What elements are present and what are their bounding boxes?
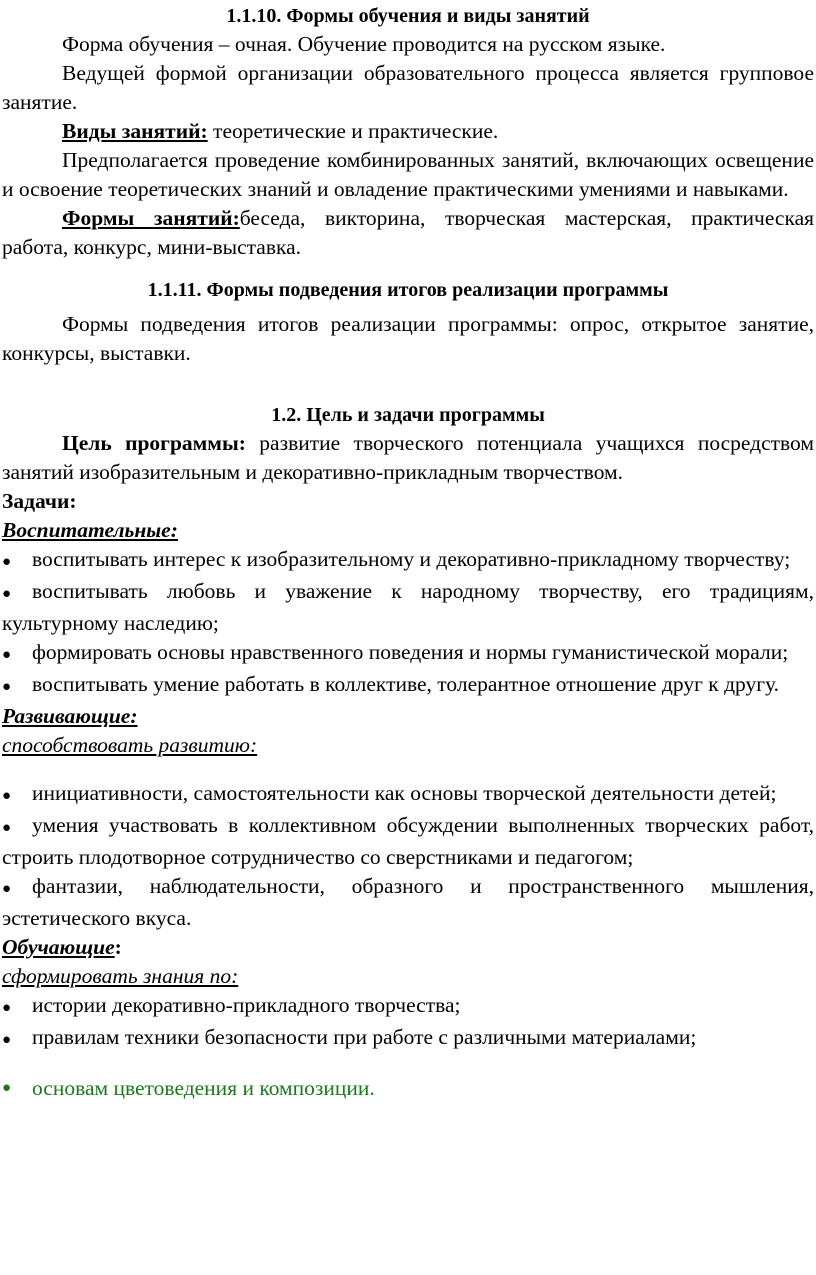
list-item-text: фантазии, наблюдательности, образного и пространственного мышления, эстетического вкуса. — [2, 874, 814, 930]
list-item-text: формировать основы нравственного поведения и нормы гуманистической морали; — [32, 640, 789, 664]
bullet-icon: ● — [2, 820, 12, 836]
educational-label: Воспитательные: — [2, 518, 178, 542]
bullet-icon: ● — [2, 881, 12, 897]
list-item-last — [2, 1074, 814, 1103]
bullet-icon: ● — [2, 554, 12, 570]
list-item — [2, 872, 814, 933]
bullet-icon: ● — [2, 1080, 12, 1096]
list-item-text: правилам техники безопасности при работе с различными материалами; — [32, 1025, 697, 1049]
teaching-label: Обучающие: — [2, 935, 122, 959]
paragraph-program-goal — [2, 429, 814, 487]
list-item — [2, 1023, 814, 1055]
paragraph-results-forms: Формы подведения итогов реализации программы: опрос, открытое занятие, конкурсы, выставки. — [2, 312, 814, 365]
teaching-sublabel: сформировать знания по: — [2, 964, 239, 988]
spacer — [2, 760, 814, 779]
paragraph-class-types — [2, 117, 814, 146]
educational-list — [2, 545, 814, 702]
spacer — [2, 368, 814, 401]
list-item — [2, 545, 814, 577]
list-item — [2, 811, 814, 872]
class-forms-label: Формы занятий: — [62, 206, 240, 230]
list-item — [2, 991, 814, 1023]
bullet-icon: ● — [2, 647, 12, 663]
bullet-icon: ● — [2, 679, 12, 695]
developing-label: Развивающие: — [2, 704, 138, 728]
paragraph-class-forms — [2, 204, 814, 262]
bullet-icon: ● — [2, 1000, 12, 1016]
bullet-icon: ● — [2, 1032, 12, 1048]
heading-1-1-10: 1.1.10. Формы обучения и виды занятий — [226, 5, 590, 27]
paragraph-leading-form: Ведущей формой организации образовательного процесса является групповое занятие. — [2, 61, 814, 114]
list-item — [2, 779, 814, 811]
list-item-text: основам цветоведения и композиции. — [32, 1076, 375, 1100]
list-item-text: воспитывать умение работать в коллективе, толерантное отношение друг к другу. — [32, 672, 780, 696]
developing-sublabel: способствовать развитию: — [2, 733, 258, 757]
goal-label: Цель программы: — [62, 431, 246, 455]
class-types-label: Виды занятий: — [62, 119, 208, 143]
list-item-text: умения участвовать в коллективном обсуждении выполненных творческих работ, строить плодотворное сотрудничество со сверстниками и педагогом; — [2, 813, 814, 869]
class-forms-text: беседа, викторина, творческая мастерская, практическая работа, конкурс, мини-выставка. — [2, 206, 814, 259]
developing-list — [2, 779, 814, 933]
bullet-icon: ● — [2, 788, 12, 804]
spacer — [2, 262, 814, 276]
paragraph-combined-classes: Предполагается проведение комбинированных занятий, включающих освещение и освоение теоретических знаний и овладение практическими умениями и навыками. — [2, 148, 814, 201]
list-item-text: инициативности, самостоятельности как основы творческой деятельности детей; — [32, 781, 777, 805]
list-item-text: воспитывать любовь и уважение к народному творчеству, его традициям, культурному наследию; — [2, 579, 814, 635]
list-item-text: истории декоративно-прикладного творчества; — [32, 993, 461, 1017]
heading-1-1-11: 1.1.11. Формы подведения итогов реализации программы — [147, 279, 669, 301]
spacer — [2, 1055, 814, 1074]
goal-text: развитие творческого потенциала учащихся посредством занятий изобразительным и декоративно-прикладным творчеством. — [2, 431, 814, 484]
heading-1-2: 1.2. Цель и задачи программы — [271, 404, 545, 426]
tasks-label: Задачи: — [2, 489, 77, 513]
list-item — [2, 638, 814, 670]
list-item — [2, 577, 814, 638]
list-item — [2, 670, 814, 702]
teaching-list — [2, 991, 814, 1055]
list-item-text: воспитывать интерес к изобразительному и декоративно-прикладному творчеству; — [32, 547, 791, 571]
bullet-icon: ● — [2, 586, 12, 602]
class-types-text: теоретические и практические. — [207, 119, 499, 143]
paragraph-form-of-study: Форма обучения – очная. Обучение проводится на русском языке. — [62, 32, 666, 56]
